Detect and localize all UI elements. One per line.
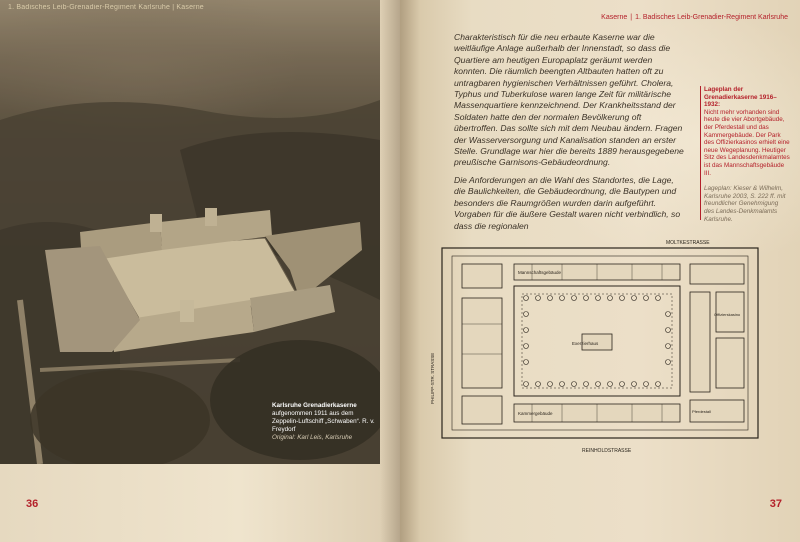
page-number-left: 36 <box>26 498 39 510</box>
body-paragraph-2: Die Anforderungen an die Wahl des Standortes, die Lage, die Baulichkeiten, die Gebäudeordnung, die Bautypen und besonders die Raumgrößen wurden darin aufgeführt. Vorgaben für die äußere Gestalt waren nicht verbindlich, so dass die regionalen <box>454 174 681 231</box>
sidenote <box>704 86 790 223</box>
running-head-part-a: Kaserne <box>601 14 628 21</box>
plan-label-building-a: Mannschaftsgebäude <box>518 270 562 275</box>
sidenote-title: Lageplan der Grenadierkaserne 1916–1932: <box>704 86 777 109</box>
plan-label-building-b: Kammergebäude <box>518 411 553 416</box>
running-head-right <box>601 14 788 21</box>
plan-label-street-left: PHILIPP-STR. STRASSE <box>430 352 435 404</box>
plan-label-street-bottom: REINHOLDSTRASSE <box>582 448 632 454</box>
caption-title: Karlsruhe Grenadierkaserne <box>272 402 357 409</box>
photo-caption <box>272 402 380 442</box>
body-paragraph-1: Charakteristisch für die neu erbaute Kaserne war die weitläufige Anlage außerhalb der Innenstadt, so dass die Quartiere am heutigen Europaplatz geräumt werden konnten. Die räumlich beengten Altbauten hatten oft zu untragbaren hygienischen Verhältnissen geführt. Cholera, Typhus und Tuberkulose waren lange Zeit für militärische Massenquartiere kennzeichnend. Der Krankheitsstand der Soldaten hatte den der normalen Bevölkerung oft übertroffen. Das sollte sich mit dem Neubau ändern. Fragen der Wasserversorgung und Kanalisation standen an erster Stelle. Grundlage war hier die bereits 1889 herausgegebene preußische Garnisons-Gebäudeordnung. <box>454 32 684 168</box>
caption-credit: Original: Karl Leis, Karlsruhe <box>272 434 353 441</box>
site-plan-drawing <box>422 234 762 470</box>
aerial-photo-illustration <box>0 0 380 464</box>
running-head-separator: | <box>630 14 633 21</box>
running-head-left: 1. Badisches Leib-Grenadier-Regiment Karlsruhe | Kaserne <box>8 4 204 11</box>
right-page <box>400 0 800 542</box>
aerial-photo-kaserne <box>0 0 380 464</box>
body-text <box>454 32 686 238</box>
plan-label-street-top: MOLTKESTRASSE <box>666 240 710 246</box>
plan-label-building-c: Exerzierhaus <box>572 341 599 346</box>
plan-label-building-d: Offizierskasino <box>714 312 741 317</box>
sidenote-credit: Lageplan: Kieser & Wilhelm, Karlsruhe 2003, S. 222 ff. mit freundlicher Genehmigung des Landes-Denkmalamts Karlsruhe. <box>704 185 786 223</box>
running-head-part-b: 1. Badisches Leib-Grenadier-Regiment Karlsruhe <box>635 14 788 21</box>
caption-body: aufgenommen 1911 aus dem Zeppelin-Luftschiff „Schwaben“. R. v. Freydorf <box>272 410 375 433</box>
plan-label-building-e: Pferdestall <box>692 409 711 414</box>
sidenote-body: Nicht mehr vorhanden sind heute die vier Abortgebäude, der Pferdestall und das Kammergebäude. Der Park des Offizierkasinos erhielt eine neue Wegeplanung. Heutiger Sitz des Landesdenkmalamtes ist das Mannschaftsgebäude III. <box>704 108 790 177</box>
sidenote-rule <box>700 86 701 220</box>
page-number-right: 37 <box>769 498 782 510</box>
